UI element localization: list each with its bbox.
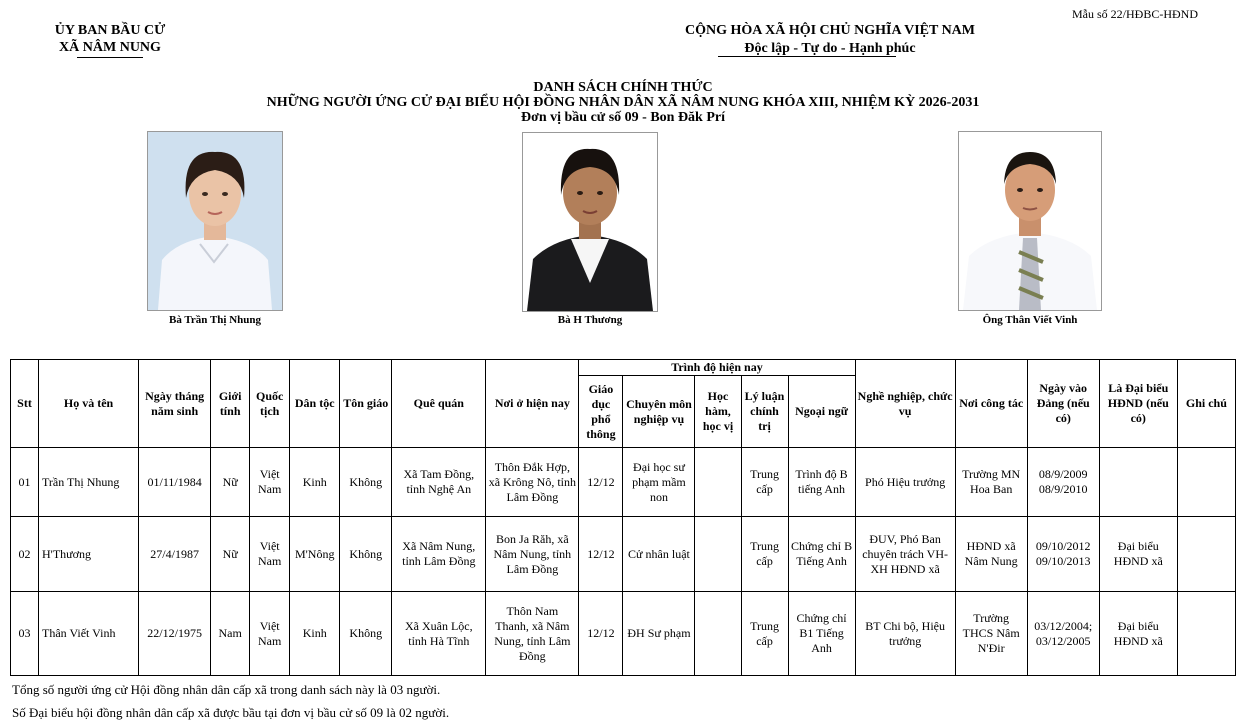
table-row	[11, 448, 1236, 517]
header-dob: Ngày tháng năm sinh	[139, 360, 211, 448]
cell-language: Chứng chỉ B Tiếng Anh	[788, 517, 855, 592]
election-committee-header	[30, 22, 190, 56]
cell-politics: Trung cấp	[741, 592, 788, 676]
cell-job: ĐUV, Phó Ban chuyên trách VH-XH HĐND xã	[855, 517, 955, 592]
cell-residence: Bon Ja Răh, xã Nâm Nung, tỉnh Lâm Đồng	[486, 517, 579, 592]
cell-stt: 01	[11, 448, 39, 517]
cell-delegate: Đại biểu HĐND xã	[1099, 592, 1177, 676]
title-line-3: Đơn vị bầu cử số 09 - Bon Đăk Prí	[520, 110, 725, 125]
cell-ethnic: Kinh	[290, 448, 340, 517]
cell-workplace: Trường MN Hoa Ban	[955, 448, 1027, 517]
table-row	[11, 592, 1236, 676]
document-title	[120, 80, 1126, 125]
cell-language: Trình độ B tiếng Anh	[788, 448, 855, 517]
table-row	[11, 517, 1236, 592]
cell-party: 08/9/2009 08/9/2010	[1027, 448, 1099, 517]
header-education-group: Trình độ hiện nay	[579, 360, 855, 376]
header-workplace: Nơi công tác	[955, 360, 1027, 448]
cell-specialty: Đại học sư phạm mầm non	[623, 448, 695, 517]
cell-delegate: Đại biểu HĐND xã	[1099, 517, 1177, 592]
country-name: CỘNG HÒA XÃ HỘI CHỦ NGHĨA VIỆT NAM	[684, 23, 975, 38]
cell-degree	[695, 592, 741, 676]
photo-caption-3: Ông Thân Viết Vinh	[982, 314, 1078, 326]
header-gender: Giới tính	[211, 360, 250, 448]
divider	[77, 57, 143, 58]
header-ethnic: Dân tộc	[290, 360, 340, 448]
cell-politics: Trung cấp	[741, 517, 788, 592]
national-header	[620, 22, 1040, 58]
header-specialty: Chuyên môn nghiệp vụ	[623, 376, 695, 448]
cell-nationality: Việt Nam	[250, 592, 290, 676]
cell-nationality: Việt Nam	[250, 448, 290, 517]
cell-degree	[695, 448, 741, 517]
header-delegate: Là Đại biểu HĐND (nếu có)	[1099, 360, 1177, 448]
header-nationality: Quốc tịch	[250, 360, 290, 448]
cell-job: Phó Hiệu trưởng	[855, 448, 955, 517]
header-job: Nghề nghiệp, chức vụ	[855, 360, 955, 448]
cell-politics: Trung cấp	[741, 448, 788, 517]
cell-stt: 03	[11, 592, 39, 676]
cell-delegate	[1099, 448, 1177, 517]
cell-residence: Thôn Đắk Hợp, xã Krông Nô, tỉnh Lâm Đồng	[486, 448, 579, 517]
cell-gender: Nữ	[211, 448, 250, 517]
committee-name: ỦY BAN BẦU CỬ	[54, 23, 166, 38]
cell-nationality: Việt Nam	[250, 517, 290, 592]
footer-seats: Số Đại biểu hội đồng nhân dân cấp xã được bầu tại đơn vị bầu cử số 09 là 02 người.	[12, 705, 450, 720]
cell-residence: Thôn Nam Thanh, xã Nâm Nung, tỉnh Lâm Đồng	[486, 592, 579, 676]
header-religion: Tôn giáo	[340, 360, 392, 448]
cell-workplace: Trường THCS Nâm N'Đir	[955, 592, 1027, 676]
cell-name: H'Thương	[39, 517, 139, 592]
cell-job: BT Chi bộ, Hiệu trưởng	[855, 592, 955, 676]
cell-workplace: HĐND xã Nâm Nung	[955, 517, 1027, 592]
cell-party: 09/10/2012 09/10/2013	[1027, 517, 1099, 592]
candidate-photo-3	[958, 131, 1102, 311]
cell-dob: 01/11/1984	[139, 448, 211, 517]
cell-stt: 02	[11, 517, 39, 592]
cell-gender: Nữ	[211, 517, 250, 592]
header-name: Họ và tên	[39, 360, 139, 448]
header-general: Giáo dục phổ thông	[579, 376, 623, 448]
cell-language: Chứng chỉ B1 Tiếng Anh	[788, 592, 855, 676]
cell-general: 12/12	[579, 448, 623, 517]
header-politics: Lý luận chính trị	[741, 376, 788, 448]
cell-note	[1177, 517, 1235, 592]
cell-ethnic: M'Nông	[290, 517, 340, 592]
cell-dob: 22/12/1975	[139, 592, 211, 676]
cell-general: 12/12	[579, 592, 623, 676]
cell-degree	[695, 517, 741, 592]
photo-caption-1: Bà Trần Thị Nhung	[168, 314, 262, 326]
cell-name: Trần Thị Nhung	[39, 448, 139, 517]
title-line-1: DANH SÁCH CHÍNH THỨC	[533, 80, 713, 95]
cell-hometown: Xã Tam Đồng, tỉnh Nghệ An	[392, 448, 486, 517]
cell-general: 12/12	[579, 517, 623, 592]
cell-religion: Không	[340, 517, 392, 592]
header-residence: Nơi ở hiện nay	[486, 360, 579, 448]
header-party: Ngày vào Đảng (nếu có)	[1027, 360, 1099, 448]
header-degree: Học hàm, học vị	[695, 376, 741, 448]
header-language: Ngoại ngữ	[788, 376, 855, 448]
title-line-2: NHỮNG NGƯỜI ỨNG CỬ ĐẠI BIỂU HỘI ĐỒNG NHÂN DÂN XÃ NÂM NUNG KHÓA XIII, NHIỆM KỲ 2026-2031	[266, 95, 980, 110]
cell-religion: Không	[340, 592, 392, 676]
cell-hometown: Xã Nâm Nung, tỉnh Lâm Đồng	[392, 517, 486, 592]
header-hometown: Quê quán	[392, 360, 486, 448]
candidate-table	[10, 359, 1236, 676]
motto: Độc lập - Tự do - Hạnh phúc	[744, 41, 916, 56]
cell-party: 03/12/2004; 03/12/2005	[1027, 592, 1099, 676]
commune-name: XÃ NÂM NUNG	[59, 40, 161, 55]
cell-note	[1177, 592, 1235, 676]
cell-hometown: Xã Xuân Lộc, tỉnh Hà Tĩnh	[392, 592, 486, 676]
header-stt: Stt	[11, 360, 39, 448]
cell-gender: Nam	[211, 592, 250, 676]
candidate-photo-1	[147, 131, 283, 311]
cell-specialty: ĐH Sư phạm	[623, 592, 695, 676]
cell-note	[1177, 448, 1235, 517]
cell-name: Thân Viết Vinh	[39, 592, 139, 676]
photo-caption-2: Bà H Thương	[557, 314, 623, 326]
cell-ethnic: Kinh	[290, 592, 340, 676]
form-code: Mẫu số 22/HĐBC-HĐND	[1072, 7, 1198, 21]
candidate-photo-2	[522, 132, 658, 312]
footer-total-candidates: Tổng số người ứng cử Hội đồng nhân dân cấp xã trong danh sách này là 03 người.	[12, 682, 441, 697]
divider	[718, 56, 896, 57]
header-note: Ghi chú	[1177, 360, 1235, 448]
cell-dob: 27/4/1987	[139, 517, 211, 592]
cell-specialty: Cử nhân luật	[623, 517, 695, 592]
cell-religion: Không	[340, 448, 392, 517]
